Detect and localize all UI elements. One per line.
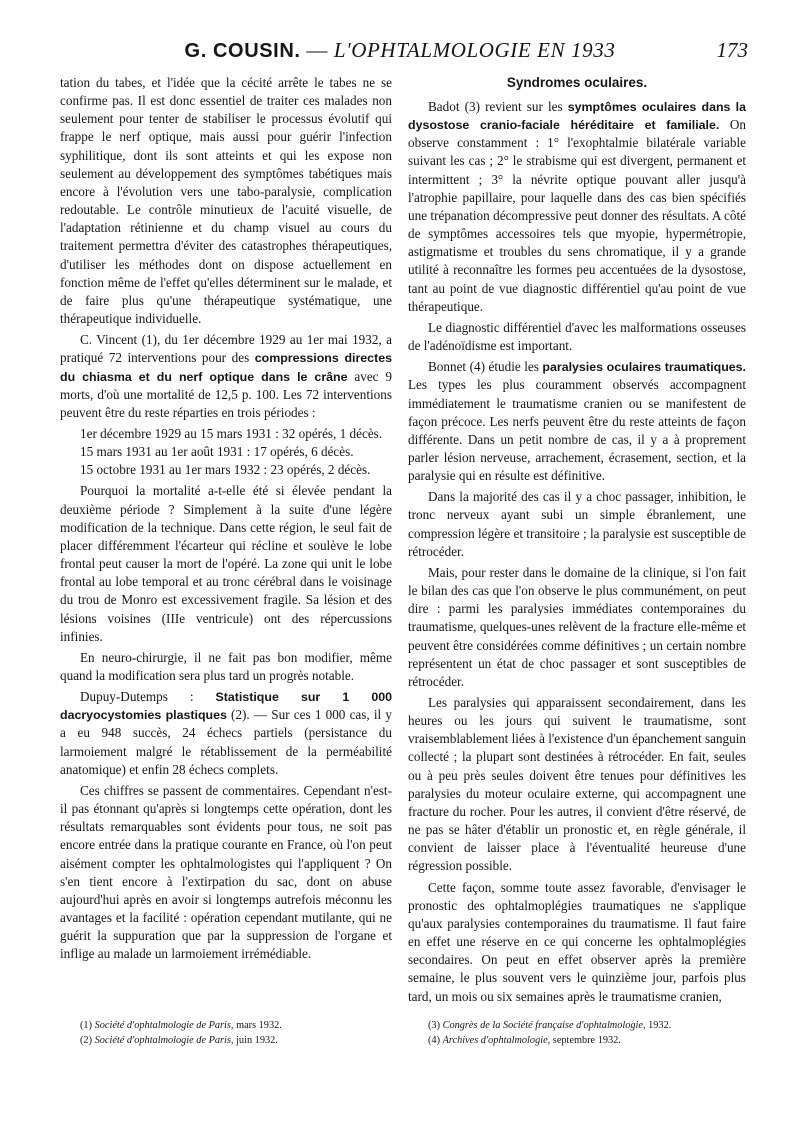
paragraph-pronostic: Cette façon, somme toute assez favorable, d'envisager le pronostic des ophtalmoplégies traumatiques ne s'applique qu'aux paralysies contemporaines du traumatisme. Il faut faire en effet une réserve en ce qui concerne les ophtalmoplégies secondaires. On peut en effet observer après la première semaine, le plus souvent vers le quinzième jour, parfois plus tard, un mois ou six semaines après le traumatisme cranien,	[408, 879, 746, 1004]
badot-text-b: On observe constamment : 1° l'exophtalmie bilatérale variable suivant les cas ; 2° le strabisme qui est divergent, permanent et intermittent ; 3° la névrite optique pouvant aller jusqu'à l'atrophie papillaire, pour laquelle dans des cas bien spécifiés une trépanation décompressive peut donner des résultats. A côté de symptômes accessoires tels que myopie, hypermétropie, astigmatisme et troubles du sens chromatique, il y a grande utilité à reconnaître les formes peu accentuées de la dysostose, tant au point de vue diagnostic différentiel qu'au point de vue thérapeutique.	[408, 117, 746, 314]
running-head	[60, 38, 740, 63]
footnote-date: mars 1932.	[233, 1020, 282, 1031]
header-separator: —	[300, 38, 334, 62]
footnote-4	[428, 1033, 746, 1048]
footnote-number: (3)	[428, 1020, 443, 1031]
paragraph-majorite: Dans la majorité des cas il y a choc passager, inhibition, le tronc nerveux ayant subi un simple ébranlement, une compression légère et transitoire ; la paralysie est susceptible de rétrocéder.	[408, 489, 746, 559]
footnote-1	[80, 1018, 380, 1033]
bonnet-text-a: Bonnet (4) étudie les	[428, 359, 543, 375]
footnote-2	[80, 1033, 380, 1048]
badot-text-a: Badot (3) revient sur les	[428, 99, 568, 114]
footnote-source: Archives d'ophtalmologie,	[442, 1035, 551, 1046]
footnote-number: (1)	[80, 1020, 95, 1031]
footnote-number: (4)	[428, 1035, 443, 1046]
vincent-text-a: C. Vincent (1), du 1er décembre 1929 au 1er mai 1932, a pratiqué 72 interventions pour des	[60, 332, 392, 366]
left-column	[60, 74, 392, 967]
period-3: 15 octobre 1931 au 1er mars 1932 : 23 opérés, 2 décès.	[80, 462, 371, 478]
badot-topic: symptômes oculaires dans la dysostose cranio-faciale héréditaire et familiale.	[408, 100, 746, 133]
dupuy-text-b: (2). — Sur ces 1 000 cas, il y a eu 948 succès, 24 échecs partiels (persistance du larmoiement malgré le rétablissement de la perméabilité anatomique) et enfin 28 échecs complets.	[60, 707, 392, 777]
page-header	[60, 38, 748, 72]
footnote-date: 1932.	[645, 1020, 672, 1031]
vincent-text-b: avec 9 morts, d'où une mortalité de 12,5 p. 100. Les 72 interventions peuvent être du reste réparties en trois périodes :	[60, 368, 392, 420]
footnote-number: (2)	[80, 1035, 95, 1046]
paragraph-badot	[408, 98, 746, 316]
footnotes-right	[428, 1018, 746, 1048]
header-author: G. COUSIN.	[184, 40, 301, 62]
paragraph-secondaires: Les paralysies qui apparaissent secondairement, dans les heures ou les jours qui suivent le traumatisme, sont vraisemblablement liées à l'existence d'un épanchement sanguin collecté ; la plupart sont destinées à rétrocéder. En fait, seules ou à peu près seules doivent être tenues pour définitives les paralysies du moteur oculaire externe, qui accompagnent une fracture du rocher. Pour les autres, il convient d'être réservé, de ne pas se hâter d'établir un pronostic et, en règle générale, il convient de laisser place à l'éventualité heureuse d'une régression possible.	[408, 695, 746, 874]
paragraph-clinique: Mais, pour rester dans le domaine de la clinique, si l'on fait le bilan des cas que l'on observe le plus communément, on peut dire : parmi les paralysies immédiates contemporaines du traumatisme, quelques-unes relèvent de la fracture elle-même et peuvent être considérées comme définitives ; un certain nombre représentent un état de choc passager et sont susceptibles de rétrocéder.	[408, 564, 746, 689]
footnotes-left	[80, 1018, 380, 1048]
footnote-source: Société d'ophtalmologie de Paris,	[94, 1020, 234, 1031]
paragraph-dupuy-dutemps	[60, 688, 392, 779]
paragraph-chiffres: Ces chiffres se passent de commentaires. Cependant n'est-il pas étonnant qu'après si longtemps cette opération, dont les résultats remarquables sont évidents pour tous, ne soit pas encore entrée dans la pratique courante en France, où l'on peut aisément compter les ophtalmologistes qui l'appliquent ? On s'en tient encore à l'extirpation du sac, dont on abuse aujourd'hui après en avoir si longtemps autrefois méconnu les avantages et la facilité : opération cependant mutilante, qui ne guérit la suppuration que par la suppression de l'organe et inflige au malade un larmoiement irrémédiable.	[60, 782, 392, 962]
paragraph-diagnostic: Le diagnostic différentiel d'avec les malformations osseuses de l'adénoïdisme est important.	[408, 319, 746, 354]
bonnet-topic: paralysies oculaires traumatiques.	[542, 360, 747, 375]
period-2: 15 mars 1931 au 1er août 1931 : 17 opérés, 6 décès.	[80, 444, 354, 460]
bonnet-text-b: Les types les plus couramment observés accompagnent immédiatement le traumatisme cranien ou se manifestent de façon précoce. Les nerfs peuvent être du reste atteints de façon différente. Dans un petit nombre de cas, il y a à proprement parler lésion nerveuse, arrachement, écrasement, section, et la paralysie qui en résulte est définitive.	[408, 377, 746, 484]
footnote-3	[428, 1018, 746, 1033]
paragraph-mortalite: Pourquoi la mortalité a-t-elle été si élevée pendant la deuxième période ? Simplement à la suite d'une légère modification de la technique. Dans cette région, le seul fait de placer différemment l'écarteur qui récline et soulève le lobe frontal peut causer la mort de l'opéré. La zone qui unit le lobe frontal au lobe temporal et au tronc cérébral dans le voisinage du trou de Monro est excessivement fragile. Sa lésion et des lésions voisines (IIIe ventricule) ont des répercussions infinies.	[60, 483, 392, 644]
footnote-date: juin 1932.	[233, 1035, 278, 1046]
paragraph-tabes: tation du tabes, et l'idée que la cécité arrête le tabes ne se confirme pas. Il est donc essentiel de traiter ces malades non seulement pour tenter de stabiliser le processus évolutif qui frappe le nerf optique, mais aussi pour guérir l'infection syphilitique, dont ils sont atteints et qui les expose non seulement au développement des symptômes tabétiques mais encore à l'évolution vers une tabo-paralysie, complication redoutable. Le contrôle minutieux de l'acuité visuelle, de l'adaptation rétinienne et du champ visuel au cours du traitement permettra d'éviter des catastrophes thérapeutiques, d'utiliser les méthodes dont on dispose actuellement en fonction même de l'effet qu'elles déterminent sur le malade, et de faire plus qu'une thérapeutique systématique, une thérapeutique individuelle.	[60, 75, 392, 327]
page-number: 173	[716, 38, 748, 62]
dupuy-topic: Statistique sur 1 000 dacryocystomies plastiques	[60, 690, 392, 723]
right-column	[408, 74, 746, 1009]
footnote-source: Congrès de la Société française d'ophtalmologie,	[442, 1020, 646, 1031]
header-title: L'OPHTALMOLOGIE EN 1933	[333, 38, 616, 62]
footnote-source: Société d'ophtalmologie de Paris,	[94, 1035, 234, 1046]
dupuy-text-a: Dupuy-Dutemps :	[80, 689, 216, 705]
paragraph-vincent	[60, 331, 392, 422]
footnote-date: septembre 1932.	[550, 1035, 621, 1046]
vincent-topic: compressions directes du chiasma et du nerf optique dans le crâne	[60, 351, 392, 384]
section-title: Syndromes oculaires.	[506, 75, 648, 90]
paragraph-bonnet	[408, 358, 746, 485]
paragraph-neurochirurgie: En neuro-chirurgie, il ne fait pas bon modifier, même quand la modification sera plus tard un progrès notable.	[60, 649, 392, 683]
period-1: 1er décembre 1929 au 15 mars 1931 : 32 opérés, 1 décès.	[80, 425, 383, 441]
